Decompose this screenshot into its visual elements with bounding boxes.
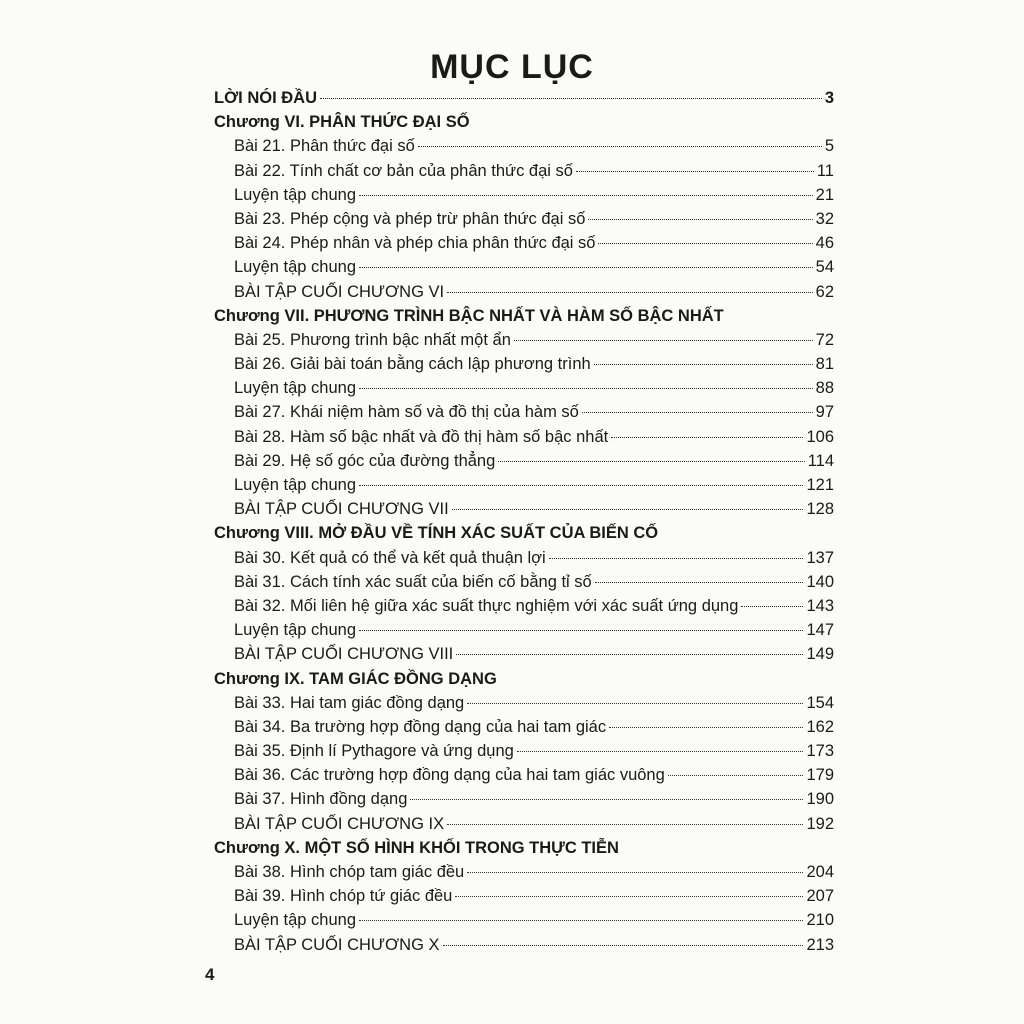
- toc-entry-page: 11: [816, 161, 834, 180]
- page-number: 4: [205, 965, 215, 984]
- dot-leader: [549, 558, 804, 559]
- toc-entry: [214, 376, 834, 400]
- toc-chapter-heading: [214, 836, 834, 860]
- toc-entry: [214, 134, 834, 158]
- toc-entry-label: Bài 24. Phép nhân và phép chia phân thức đại số: [234, 234, 596, 253]
- toc-entry: [214, 618, 834, 642]
- dot-leader: [598, 243, 812, 244]
- toc-entry: [214, 183, 834, 207]
- dot-leader: [443, 945, 804, 946]
- toc-entry-page: 162: [806, 717, 834, 736]
- dot-leader: [410, 799, 803, 800]
- toc-entry: [214, 763, 834, 787]
- toc-entry-label: Bài 35. Định lí Pythagore và ứng dụng: [234, 742, 514, 761]
- toc-entry-page: 190: [806, 790, 834, 809]
- toc-entry-label: BÀI TẬP CUỐI CHƯƠNG X: [234, 935, 440, 954]
- toc-entry-page: 154: [806, 693, 834, 712]
- toc-entry: [214, 691, 834, 715]
- dot-leader: [320, 98, 822, 99]
- dot-leader: [498, 461, 804, 462]
- dot-leader: [455, 896, 803, 897]
- dot-leader: [517, 751, 804, 752]
- dot-leader: [582, 412, 813, 413]
- toc-entry-page: 179: [806, 766, 834, 785]
- toc-entry: [214, 594, 834, 618]
- dot-leader: [467, 703, 803, 704]
- dot-leader: [609, 727, 803, 728]
- table-of-contents: [214, 86, 834, 957]
- toc-entry-page: 149: [806, 645, 834, 664]
- toc-entry: [214, 497, 834, 521]
- toc-entry-label: Luyện tập chung: [234, 476, 357, 494]
- toc-entry-page: 106: [806, 427, 834, 446]
- toc-entry: [214, 328, 834, 352]
- toc-entry: [214, 400, 834, 424]
- toc-entry: [214, 715, 834, 739]
- toc-entry-page: 97: [815, 403, 834, 422]
- toc-entry-page: 140: [806, 572, 834, 591]
- toc-entry-label: Bài 28. Hàm số bậc nhất và đồ thị hàm số bậc nhất: [234, 427, 609, 446]
- dot-leader: [447, 824, 803, 825]
- toc-entry-label: Luyện tập chung: [234, 379, 357, 398]
- toc-entry-label: Luyện tập chung: [234, 185, 357, 204]
- toc-chapter-heading-label: Chương VIII. MỞ ĐẦU VỀ TÍNH XÁC SUẤT CỦA BIẾN CỐ: [214, 524, 659, 543]
- toc-chapter-heading: [214, 110, 834, 134]
- dot-leader: [467, 872, 803, 873]
- dot-leader: [359, 485, 803, 486]
- toc-entry: [214, 908, 834, 932]
- toc-entry-label: Bài 31. Cách tính xác suất của biến cố bằng tỉ số: [234, 572, 592, 591]
- toc-entry-label: Bài 32. Mối liên hệ giữa xác suất thực nghiệm với xác suất ứng dụng: [234, 596, 739, 615]
- toc-entry-page: 21: [815, 185, 834, 204]
- toc-entry-page: 143: [806, 596, 834, 615]
- toc-entry-label: Bài 34. Ba trường hợp đồng dạng của hai tam giác: [234, 717, 607, 736]
- toc-chapter-heading-label: Chương X. MỘT SỐ HÌNH KHỐI TRONG THỰC TIỄN: [214, 838, 619, 857]
- toc-entry-label: Bài 22. Tính chất cơ bản của phân thức đại số: [234, 161, 573, 180]
- toc-chapter-heading-label: Chương IX. TAM GIÁC ĐỒNG DẠNG: [214, 669, 497, 688]
- dot-leader: [576, 171, 814, 172]
- toc-entry-page: 173: [806, 742, 834, 761]
- dot-leader: [359, 267, 813, 268]
- toc-entry-page: 5: [824, 137, 834, 156]
- dot-leader: [452, 509, 804, 510]
- dot-leader: [359, 630, 803, 631]
- toc-entry-page: 137: [806, 548, 834, 567]
- toc-entry: [214, 231, 834, 255]
- toc-entry: [214, 860, 834, 884]
- toc-entry-label: BÀI TẬP CUỐI CHƯƠNG IX: [234, 814, 445, 833]
- dot-leader: [359, 920, 803, 921]
- toc-entry-label: Bài 26. Giải bài toán bằng cách lập phương trình: [234, 355, 591, 374]
- toc-entry-page: 88: [815, 379, 834, 398]
- toc-entry-label: Bài 23. Phép cộng và phép trừ phân thức đại số: [234, 209, 586, 228]
- toc-entry-page: 213: [806, 935, 834, 954]
- toc-entry: [214, 207, 834, 231]
- dot-leader: [595, 582, 804, 583]
- toc-entry: [214, 884, 834, 908]
- toc-entry: [214, 546, 834, 570]
- page-title: MỤC LỤC: [430, 48, 594, 86]
- dot-leader: [668, 775, 804, 776]
- dot-leader: [456, 654, 803, 655]
- toc-entry: [214, 933, 834, 957]
- toc-entry-page: 210: [806, 911, 834, 930]
- toc-entry-page: 121: [806, 476, 834, 494]
- toc-entry: [214, 473, 834, 497]
- toc-chapter-heading: [214, 667, 834, 691]
- toc-entry-label: Bài 25. Phương trình bậc nhất một ẩn: [234, 330, 511, 349]
- toc-entry: [214, 280, 834, 304]
- toc-entry-page: 32: [815, 209, 834, 228]
- toc-entry-label: BÀI TẬP CUỐI CHƯƠNG VIII: [234, 645, 454, 664]
- dot-leader: [594, 364, 813, 365]
- dot-leader: [588, 219, 812, 220]
- dot-leader: [359, 388, 813, 389]
- toc-entry-label: BÀI TẬP CUỐI CHƯƠNG VII: [234, 500, 449, 519]
- toc-entry-label: Bài 33. Hai tam giác đồng dạng: [234, 693, 465, 712]
- toc-entry-page: 192: [806, 814, 834, 833]
- dot-leader: [611, 437, 803, 438]
- toc-entry: [214, 642, 834, 666]
- toc-entry-page: 54: [815, 258, 834, 277]
- toc-entry-page: 114: [807, 451, 834, 470]
- toc-entry-label: BÀI TẬP CUỐI CHƯƠNG VI: [234, 282, 445, 301]
- toc-chapter-heading: [214, 304, 834, 328]
- toc-entry: [214, 352, 834, 376]
- toc-entry: [214, 449, 834, 473]
- toc-entry-label: Bài 39. Hình chóp tứ giác đều: [234, 887, 453, 906]
- dot-leader: [741, 606, 803, 607]
- toc-entry-label: Bài 27. Khái niệm hàm số và đồ thị của hàm số: [234, 403, 579, 422]
- toc-entry-label: Luyện tập chung: [234, 258, 357, 277]
- toc-entry-page: 147: [806, 621, 834, 640]
- toc-entry-label: Bài 21. Phân thức đại số: [234, 137, 415, 156]
- toc-entry-label: Bài 36. Các trường hợp đồng dạng của hai tam giác vuông: [234, 766, 665, 785]
- toc-chapter-heading-label: Chương VI. PHÂN THỨC ĐẠI SỐ: [214, 113, 470, 132]
- toc-entry: [214, 739, 834, 763]
- toc-entry-page: 46: [815, 234, 834, 253]
- toc-entry: [214, 425, 834, 449]
- toc-entry: [214, 159, 834, 183]
- toc-entry-page: 62: [815, 282, 834, 301]
- dot-leader: [514, 340, 813, 341]
- toc-chapter-heading-label: Chương VII. PHƯƠNG TRÌNH BẬC NHẤT VÀ HÀM SỐ BẬC NHẤT: [214, 306, 724, 325]
- toc-entry-label: Bài 37. Hình đồng dạng: [234, 790, 408, 809]
- toc-preface-page: 3: [824, 89, 834, 107]
- dot-leader: [359, 195, 813, 196]
- dot-leader: [447, 292, 813, 293]
- toc-chapter-heading: [214, 521, 834, 545]
- toc-entry-label: Bài 38. Hình chóp tam giác đều: [234, 863, 465, 881]
- toc-entry-page: 81: [815, 355, 834, 374]
- toc-entry-label: Bài 30. Kết quả có thể và kết quả thuận lợi: [234, 548, 546, 567]
- toc-entry-label: Luyện tập chung: [234, 621, 357, 640]
- toc-entry-label: Luyện tập chung: [234, 911, 357, 930]
- toc-entry-page: 204: [806, 863, 834, 881]
- toc-entry: [214, 570, 834, 594]
- toc-entry-page: 72: [815, 330, 834, 349]
- toc-preface-label: LỜI NÓI ĐẦU: [214, 89, 317, 107]
- toc-entry-page: 128: [806, 500, 834, 519]
- dot-leader: [418, 146, 822, 147]
- toc-entry: [214, 255, 834, 279]
- toc-entry: [214, 787, 834, 811]
- toc-entry-page: 207: [806, 887, 834, 906]
- toc-preface: [214, 86, 834, 110]
- toc-entry: [214, 812, 834, 836]
- toc-entry-label: Bài 29. Hệ số góc của đường thẳng: [234, 451, 496, 470]
